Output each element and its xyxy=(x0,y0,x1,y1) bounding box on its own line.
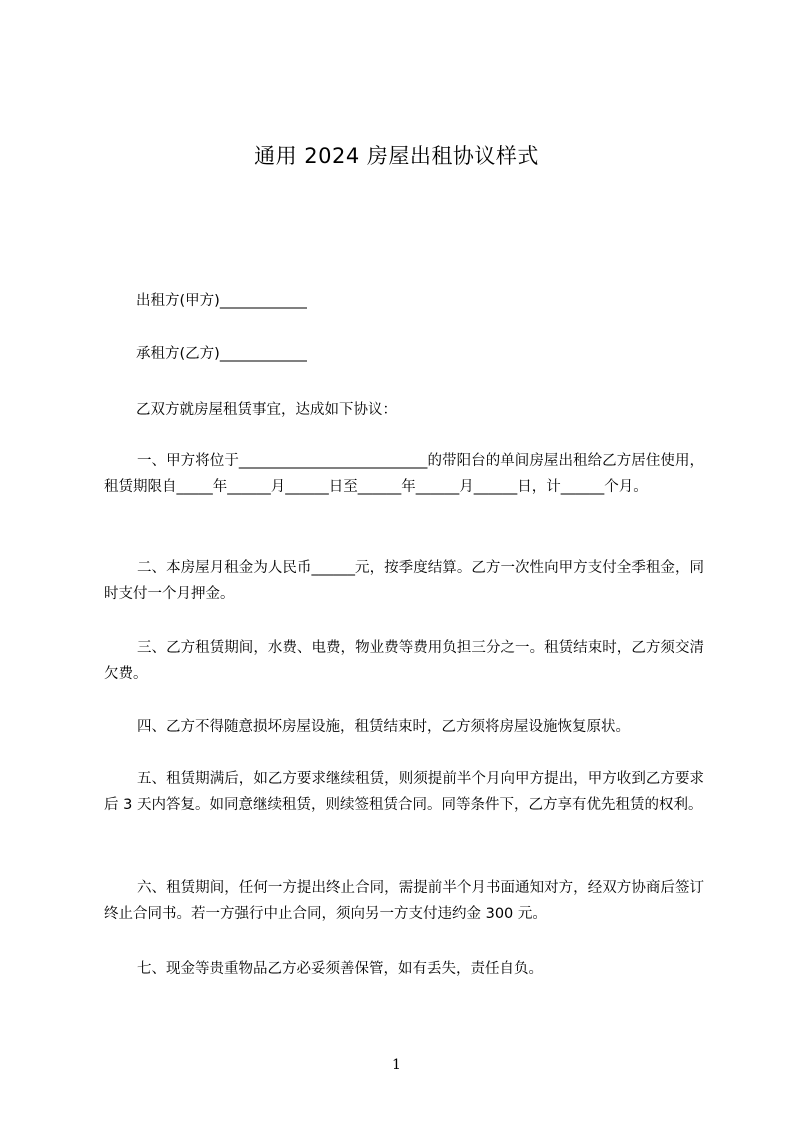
clause-3: 三、乙方租赁期间，水费、电费，物业费等费用负担三分之一。租赁结束时，乙方须交清欠费。 xyxy=(104,640,704,682)
clause-4: 四、乙方不得随意损坏房屋设施，租赁结束时，乙方须将房屋设施恢复原状。 xyxy=(137,719,630,735)
lessor-line: 出租方(甲方)____________ xyxy=(136,293,307,309)
clause-1: 一、甲方将位于__________________________的带阳台的单间房屋出租给乙方居住使用，租赁期限自_____年______月______日至______年______月______日，计______个月。 xyxy=(104,453,704,495)
document-title: 通用 2024 房屋出租协议样式 xyxy=(254,144,539,168)
clause-7: 七、现金等贵重物品乙方必妥须善保管，如有丢失，责任自负。 xyxy=(137,961,543,977)
clause-2: 二、本房屋月租金为人民币______元，按季度结算。乙方一次性向甲方支付全季租金，同时支付一个月押金。 xyxy=(104,560,704,602)
clause-6: 六、租赁期间，任何一方提出终止合同，需提前半个月书面通知对方，经双方协商后签订终止合同书。若一方强行中止合同，须向另一方支付违约金 300 元。 xyxy=(104,880,704,922)
page-number: 1 xyxy=(392,1057,401,1073)
lessee-line: 承租方(乙方)____________ xyxy=(136,346,307,362)
clause-5: 五、租赁期满后，如乙方要求继续租赁，则须提前半个月向甲方提出，甲方收到乙方要求后 3 天内答复。如同意继续租赁，则续签租赁合同。同等条件下，乙方享有优先租赁的权利。 xyxy=(104,771,704,813)
intro-text: 乙双方就房屋租赁事宜，达成如下协议： xyxy=(136,402,397,418)
